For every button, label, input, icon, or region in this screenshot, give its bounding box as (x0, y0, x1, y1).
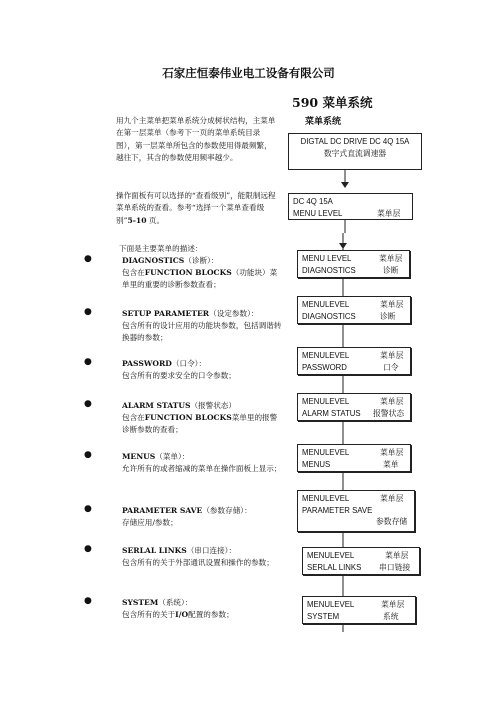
item-paren: （参数存储）： (202, 506, 252, 515)
item-desc: 包含所有的设计应用的功能块参数，包括调谐转换器的参数； (122, 321, 282, 342)
bullet-icon: ● (84, 450, 92, 460)
item-name: SETUP PARAMETER (122, 309, 210, 318)
intro2-text-end: 页。 (146, 215, 165, 225)
company-name: 石家庄恒泰伟业电工设备有限公司 (162, 66, 335, 80)
item-desc: 包含在FUNCTION BLOCKS（功能块）菜单里的重要的诊断参数查看； (122, 268, 278, 289)
list-heading: 下面是主要菜单的描述： (119, 244, 203, 253)
menu-box-password: MENULEVEL 菜单层 PASSWORD 口令 (297, 347, 411, 375)
arrow-down-icon (341, 182, 349, 188)
drive-box (288, 133, 422, 170)
item-desc: 包含所有的关于外部通讯设置和操作的参数； (122, 558, 274, 567)
drive-model: DIGTAL DC DRIVE DC 4Q 15A (300, 137, 410, 146)
document-title: 590 菜单系统 (292, 95, 373, 110)
drive-rating: DC 4Q 15A (293, 197, 333, 206)
menu-box-parameter-save: MENULEVEL 菜单层 PARAMETER SAVE 参数存储 (297, 490, 415, 532)
menu-box-system: MENULEVEL 菜单层 SYSTEM 系统 (302, 596, 416, 624)
item-paren: （系统）： (158, 598, 193, 607)
item-name: PASSWORD (122, 359, 172, 368)
menu-box-menus: MENULEVEL 菜单层 MENUS 菜单 (297, 444, 411, 472)
item-name: SERLAL LINKS (122, 546, 187, 555)
item-desc: 包含所有的关于I/O配置的参数； (122, 610, 234, 619)
item-paren: （串口连接）： (186, 546, 237, 555)
bullet-icon: ● (84, 504, 92, 514)
bullet-icon: ● (84, 544, 92, 554)
intro-paragraph-1: 用九个主菜单把菜单系统分成树状结构，主菜单在第一层菜单（参考下一页的菜单系统目录图），第一层菜单所包含的参数使用得最频繁，越往下，其含的参数使用频率越少。 (116, 116, 276, 163)
bullet-icon: ● (84, 307, 92, 317)
bullet-icon: ● (84, 254, 92, 264)
drive-name: 数字式直流调速器 (323, 148, 387, 158)
item-paren: （设定参数）： (209, 309, 259, 318)
menu-box-serlal-links: MENULEVEL 菜单层 SERLAL LINKS 串口链接 (302, 547, 420, 575)
arrow-down-icon (339, 243, 347, 249)
menu-level-box: DC 4Q 15A MENU LEVEL 菜单层 (288, 193, 413, 220)
item-name: DIAGNOSTICS (122, 256, 185, 265)
menu-box-alarm-status: MENULEVEL 菜单层 ALARM STATUS 报警状态 (297, 393, 411, 421)
item-desc: 包含所有的要求安全的口令参数； (122, 371, 236, 380)
diagram-title: 菜单系统 (305, 117, 342, 127)
bullet-icon: ● (84, 357, 92, 367)
item-name: ALARM STATUS (122, 401, 191, 410)
bullet-icon: ● (84, 399, 92, 409)
item-paren: （报警状态） (190, 401, 236, 410)
item-desc: 允许所有的或者缩减的菜单在操作面板上显示； (122, 464, 282, 473)
item-desc: 包含在FUNCTION BLOCKS菜单里的报警诊断参数的查看； (122, 413, 278, 434)
item-name: MENUS (122, 452, 156, 461)
item-paren: （诊断）： (184, 256, 219, 265)
menu-box-diagnostics: MENU LEVEL 菜单层 DIAGNOSTICS 诊断 (297, 250, 410, 278)
item-desc: 存储应用/参数； (122, 518, 178, 527)
item-name: PARAMETER SAVE (122, 506, 203, 515)
menu-box-setup-parameter: MENULEVEL 菜单层 DIAGNOSTICS 诊断 (297, 296, 411, 324)
item-paren: （菜单）： (155, 452, 190, 461)
intro2-text: 操作面板有可以选择的“查看级别”，能限制远程菜单系统的查看。参考“选择一个菜单查看级别” (116, 191, 276, 225)
item-name: SYSTEM (122, 598, 159, 607)
bullet-icon: ● (84, 596, 92, 606)
intro2-page-ref: 5-10 (127, 215, 147, 225)
item-paren: （口令）： (171, 359, 207, 368)
